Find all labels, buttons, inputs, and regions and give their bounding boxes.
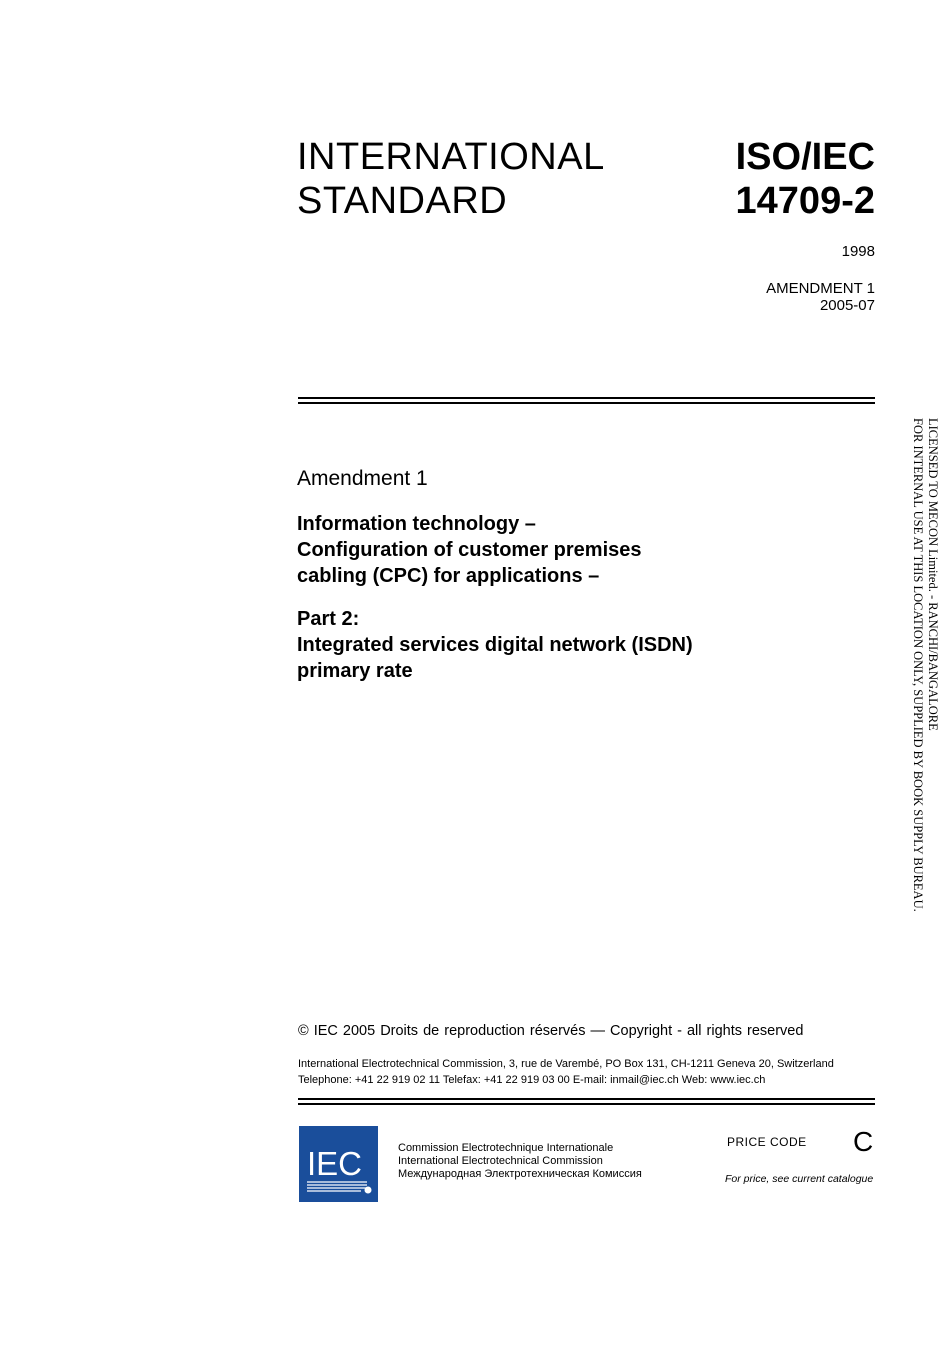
price-code-label: PRICE CODE [727, 1135, 807, 1149]
amendment-date: 2005-07 [819, 297, 875, 314]
standard-number [736, 135, 875, 223]
contact-line: Telephone: +41 22 919 02 11 Telefax: +41 22 919 03 00 E-mail: inmail@iec.ch Web: www.iec.ch [298, 1074, 766, 1086]
main-title-line3: cabling (CPC) for applications – [297, 565, 600, 587]
part-title [297, 606, 693, 684]
license-note-line1: LICENSED TO MECON Limited. - RANCHI/BANGALORE [926, 418, 940, 731]
license-note [900, 418, 940, 938]
main-title-line2: Configuration of customer premises [297, 539, 642, 561]
standard-number-line1: ISO/IEC [735, 136, 875, 178]
main-title [297, 511, 642, 589]
license-note-line2: FOR INTERNAL USE AT THIS LOCATION ONLY, SUPPLIED BY BOOK SUPPLY BUREAU. [911, 418, 925, 912]
commission-en: International Electrotechnical Commission [398, 1155, 603, 1167]
amendment-number: AMENDMENT 1 [766, 280, 875, 297]
divider-bottom-1 [298, 1098, 875, 1100]
document-type-line1: INTERNATIONAL [297, 136, 605, 178]
copyright-notice: © IEC 2005 Droits de reproduction réservés — Copyright - all rights reserved [298, 1023, 804, 1039]
standard-number-line2: 14709-2 [735, 180, 875, 222]
document-type [297, 135, 605, 223]
iec-logo-text: IEC [307, 1145, 363, 1182]
main-title-line1: Information technology – [297, 513, 536, 535]
divider-bottom-2 [298, 1103, 875, 1105]
price-note: For price, see current catalogue [725, 1173, 874, 1185]
commission-ru: Международная Электротехническая Комиссия [398, 1168, 642, 1180]
part-title-line1: Part 2: [297, 608, 360, 630]
address-line: International Electrotechnical Commission, 3, rue de Varembé, PO Box 131, CH-1211 Geneva 20, Switzerland [298, 1058, 834, 1070]
price-code-letter: C [853, 1126, 874, 1157]
divider-top-1 [298, 397, 875, 399]
document-type-line2: STANDARD [297, 180, 508, 222]
part-title-line2: Integrated services digital network (ISDN) [297, 634, 693, 656]
amendment-label: Amendment 1 [297, 467, 428, 490]
edition-year: 1998 [841, 243, 875, 260]
iec-logo [299, 1126, 378, 1202]
commission-fr: Commission Electrotechnique Internationale [398, 1142, 614, 1154]
divider-top-2 [298, 402, 875, 404]
part-title-line3: primary rate [297, 660, 413, 682]
